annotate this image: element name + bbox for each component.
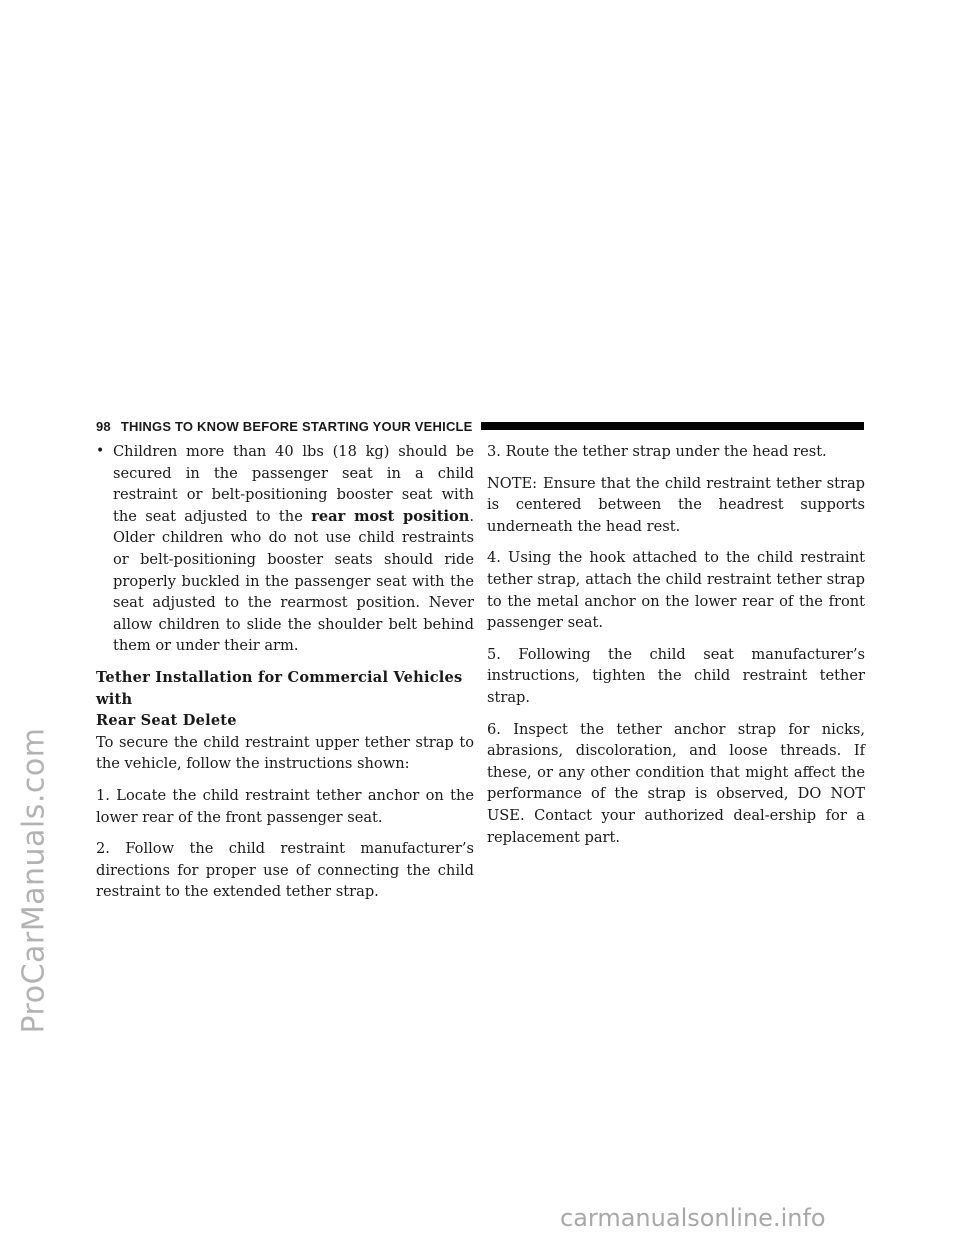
page-number: 98 xyxy=(96,418,111,434)
intro-paragraph: To secure the child restraint upper tether strap to the vehicle, follow the instructions shown: xyxy=(96,733,474,773)
note-paragraph xyxy=(487,473,865,538)
bottom-watermark: carmanualsonline.info xyxy=(560,1204,826,1232)
subheading-line-1: Tether Installation for Commercial Vehicles with xyxy=(96,668,463,708)
bullet-text xyxy=(113,441,474,657)
step-5: 5. Following the child seat manufacturer’s instructions, tighten the child restraint tether strap. xyxy=(487,645,865,706)
section-title: THINGS TO KNOW BEFORE STARTING YOUR VEHICLE xyxy=(120,418,473,434)
note-text: Ensure that the child restraint tether strap is centered between the headrest supports underneath the head rest. xyxy=(487,474,865,535)
side-watermark-text: ProCarManuals.com xyxy=(16,726,52,1034)
bullet-text-end: . Older children who do not use child restraints or belt-positioning booster seats should ride properly buckled in the passenger seat with the seat adjusted to the rearmost position. Never allow children to slide the shoulder belt behind them or under their arm. xyxy=(113,507,474,655)
side-watermark xyxy=(4,520,64,1240)
step-1: 1. Locate the child restraint tether anchor on the lower rear of the front passenger seat. xyxy=(96,786,474,826)
step-4: 4. Using the hook attached to the child restraint tether strap, attach the child restraint tether strap to the metal anchor on the lower rear of the front passenger seat. xyxy=(487,549,865,632)
note-label: NOTE: xyxy=(487,474,538,492)
step-2: 2. Follow the child restraint manufacturer’s directions for proper use of connecting the child restraint to the extended tether strap. xyxy=(96,840,474,901)
right-column xyxy=(487,441,865,858)
bullet-item xyxy=(96,441,474,657)
step-6: 6. Inspect the tether anchor strap for nicks, abrasions, discoloration, and loose threads. If these, or any other condition that might affect the performance of the strap is observed, DO NOT USE. Contact your authorized deal-ership for a replacement part. xyxy=(487,720,865,846)
step-3: 3. Route the tether strap under the head rest. xyxy=(487,443,827,460)
header-rule xyxy=(481,422,864,430)
section-subheading xyxy=(96,667,474,732)
bullet-text-start: Children more than 40 lbs (18 kg) should be secured in the passenger seat in a child restraint or belt-positioning booster seat with the seat adjusted to the xyxy=(113,443,474,525)
bullet-bold-text: rear most position xyxy=(311,507,470,525)
left-column xyxy=(96,441,474,913)
subheading-line-2: Rear Seat Delete xyxy=(96,712,237,730)
page-header xyxy=(96,417,864,435)
bullet-icon: • xyxy=(96,443,105,459)
